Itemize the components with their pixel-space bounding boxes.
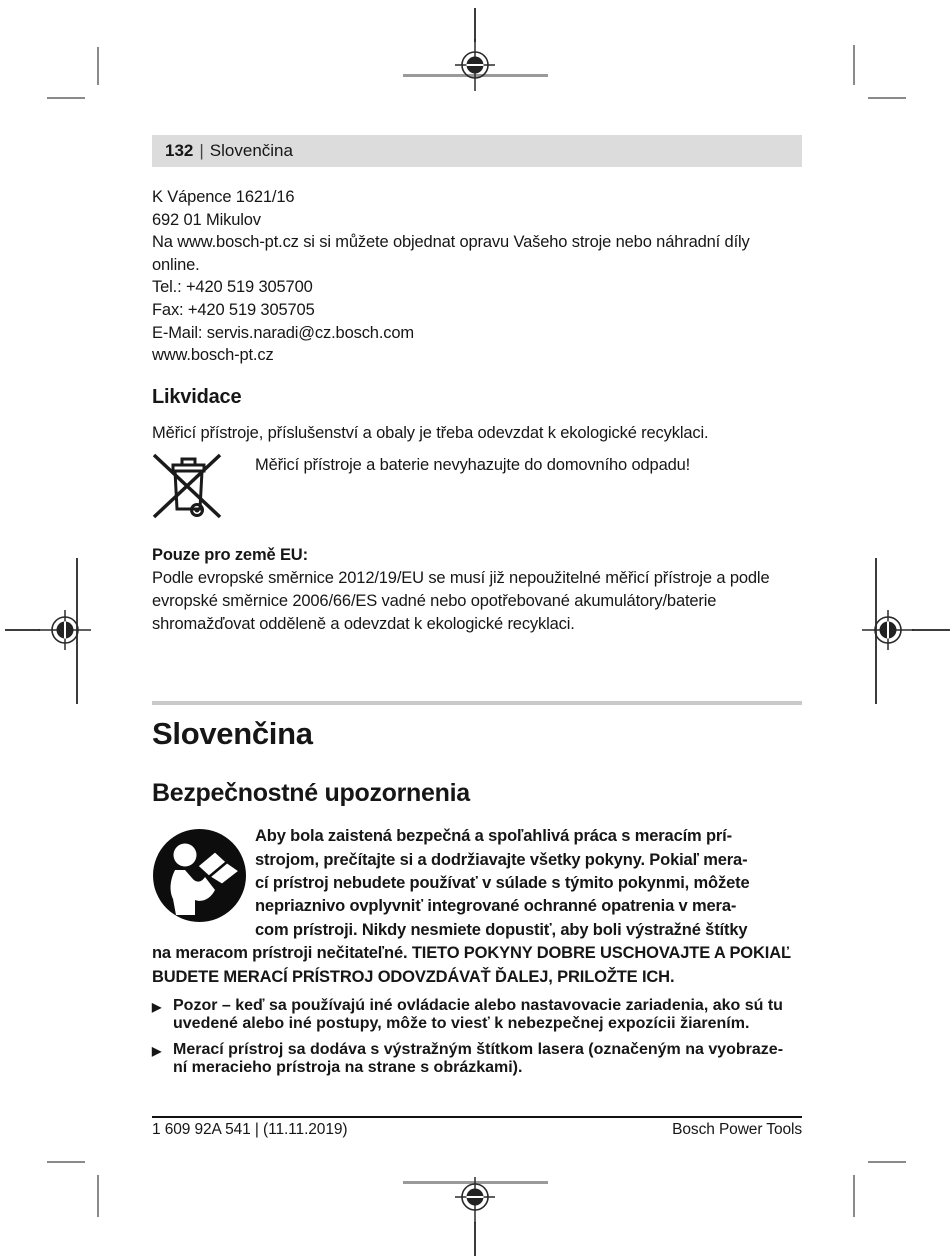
crop-mark [853,45,855,85]
service-contact-block [152,186,802,367]
warning-line: Merací prístroj sa dodáva s výstražným štítkom lasera (označeným na vyobraze- [173,1040,784,1058]
crop-mark [868,97,906,99]
safety-intro-line: strojom, prečítajte si a dodržiavajte všetky pokyny. Pokiaľ mera- [255,850,748,869]
brand-name: Bosch Power Tools [672,1121,802,1138]
registration-tail [474,1222,476,1256]
registration-mark-top [447,37,503,93]
disposal-title: Likvidace [152,385,242,408]
weee-row [152,451,802,521]
weee-note: Měřicí přístroje a baterie nevyhazujte do domovního odpadu! [255,456,691,475]
header-separator: | [199,141,204,160]
safety-warning-list [152,997,802,1077]
footer-rule [152,1116,802,1118]
disposal-intro: Měřicí přístroje, příslušenství a obaly je třeba odevzdat k ekologické recyklaci. [152,423,709,442]
page-number: 132 [165,141,194,160]
crop-mark [868,1161,906,1163]
contact-line: online. [152,255,200,274]
registration-mark-right [860,602,916,658]
warning-line: ní meracieho prístroja na strane s obrázkami). [173,1058,523,1076]
safety-intro-line: cí prístroj nebudete používať v súlade s týmito pokynmi, môžete [255,873,750,892]
eu-line: Podle evropské směrnice 2012/19/EU se musí již nepoužitelné měřicí přístroje a podle [152,569,770,588]
content-column [152,135,802,1077]
crop-mark [47,1161,85,1163]
eu-directive-paragraph [152,567,802,635]
contact-line: Fax: +420 519 305705 [152,300,315,319]
crop-mark [97,47,99,85]
triangle-bullet-icon: ▶ [152,999,162,1014]
page-footer [152,1121,802,1139]
weee-crossed-bin-icon [150,451,224,521]
read-manual-icon [152,828,247,923]
safety-intro-line: com prístroji. Nikdy nesmiete dopustiť, aby boli výstražné štítky [255,920,748,939]
document-number: 1 609 92A 541 | (11.11.2019) [152,1121,348,1138]
crop-mark [47,97,85,99]
warning-item [152,1041,802,1077]
eu-only-heading: Pouze pro země EU: [152,546,308,565]
section-divider [152,701,802,705]
eu-line: evropské směrnice 2006/66/ES vadné nebo opotřebované akumulátory/baterie [152,591,717,610]
triangle-bullet-icon: ▶ [152,1043,162,1058]
language-section-title: Slovenčina [152,716,313,752]
registration-tail [912,629,950,631]
crop-mark [853,1175,855,1217]
header-language: Slovenčina [209,141,293,160]
contact-line: Na www.bosch-pt.cz si si můžete objednat opravu Vašeho stroje nebo náhradní díly [152,233,750,252]
warning-line: Pozor – keď sa používajú iné ovládacie alebo nastavovacie zariadenia, ako sú tu [173,996,783,1014]
crop-mark [97,1175,99,1217]
safety-intro-block [152,825,802,989]
contact-line: E-Mail: servis.naradi@cz.bosch.com [152,323,414,342]
warning-line: uvedené alebo iné postupy, môže to viesť k nebezpečnej expozícii žiarením. [173,1014,750,1032]
safety-intro-line: nepriaznivo ovplyvniť integrované ochranné opatrenia v mera- [255,897,737,916]
warning-item [152,997,802,1033]
registration-tail [5,629,40,631]
contact-line: www.bosch-pt.cz [152,346,274,365]
contact-line: 692 01 Mikulov [152,210,261,229]
safety-intro-line: Aby bola zaistená bezpečná a spoľahlivá práca s meracím prí- [255,827,732,846]
safety-intro-line: BUDETE MERACÍ PRÍSTROJ ODOVZDÁVAŤ ĎALEJ, PRILOŽTE ICH. [152,967,675,986]
contact-line: Tel.: +420 519 305700 [152,278,313,297]
registration-mark-left [37,602,93,658]
safety-section-title: Bezpečnostné upozornenia [152,779,470,808]
page-header-bar [152,135,802,167]
registration-mark-bottom [447,1169,503,1225]
eu-line: shromažďovat odděleně a odevzdat k ekologické recyklaci. [152,614,575,633]
contact-line: K Vápence 1621/16 [152,188,295,206]
safety-intro-line: na meracom prístroji nečitateľné. TIETO POKYNY DOBRE USCHOVAJTE A POKIAĽ [152,944,791,963]
